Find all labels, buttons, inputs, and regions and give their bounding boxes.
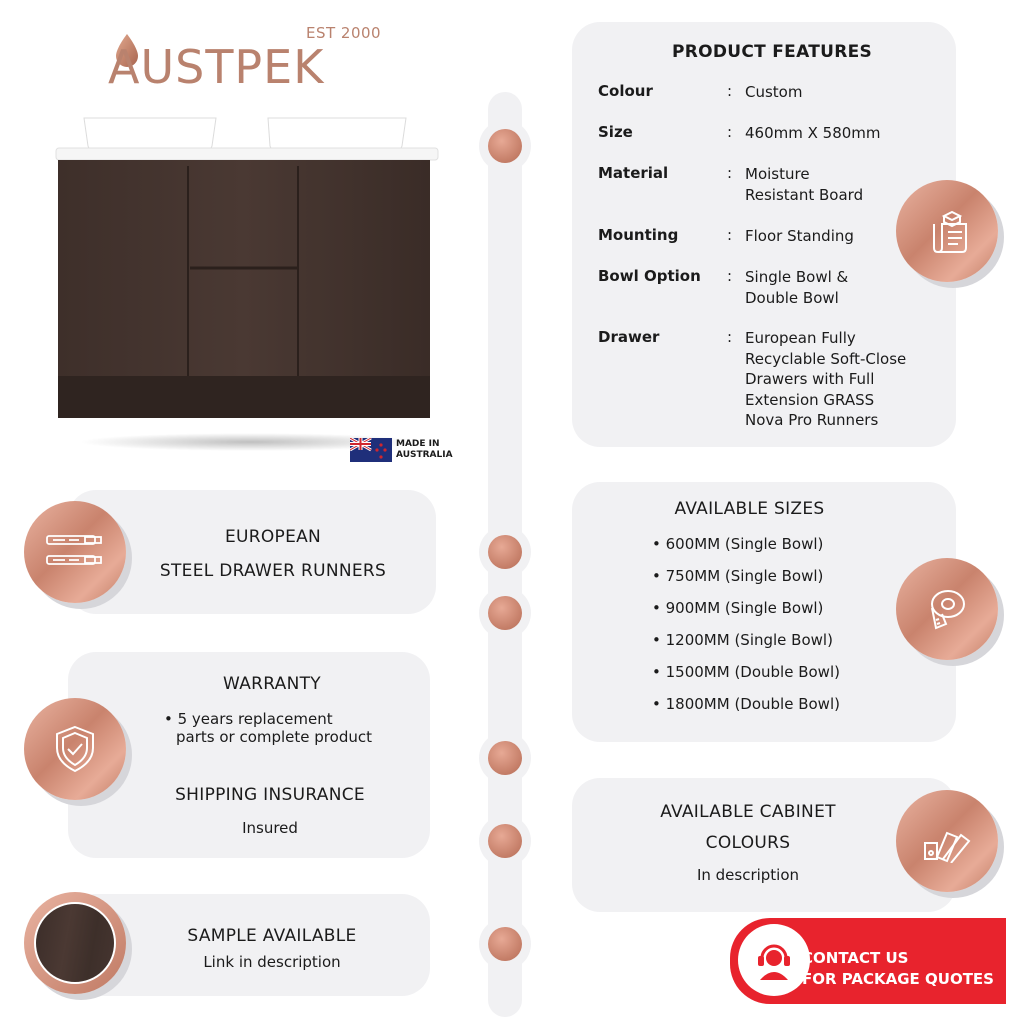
contact-line1[interactable]: CONTACT US [802, 949, 909, 967]
contact-banner[interactable] [730, 918, 1006, 1004]
warranty-line1: • 5 years replacement [164, 710, 333, 728]
sizes-bubble [896, 558, 998, 660]
size-item: • 600MM (Single Bowl) [652, 535, 824, 553]
made-in-badge [350, 438, 460, 464]
feature-value: European Fully Recyclable Soft-Close Drawers with Full Extension GRASS Nova Pro Runners [745, 329, 907, 429]
features-title: PRODUCT FEATURES [671, 42, 873, 62]
contact-icon-circle [738, 924, 810, 996]
size-item: • 900MM (Single Bowl) [652, 599, 824, 617]
size-item: • 1800MM (Double Bowl) [652, 695, 840, 713]
feature-colon: : [727, 123, 733, 141]
timeline-dot [488, 129, 522, 163]
warranty-line2: parts or complete product [176, 728, 372, 746]
size-item: • 1500MM (Double Bowl) [652, 663, 840, 681]
runners-line1: EUROPEAN [224, 527, 322, 547]
feature-colon: : [727, 164, 733, 182]
made-in-line2: AUSTRALIA [396, 450, 453, 460]
size-item: • 750MM (Single Bowl) [652, 567, 824, 585]
features-bubble [896, 180, 998, 282]
brand-name: AUSTPEK [108, 40, 325, 94]
sample-value: Link in description [203, 953, 341, 971]
feature-colon: : [727, 82, 733, 100]
colours-value: In description [696, 866, 800, 884]
timeline-dot [488, 535, 522, 569]
headset-icon [752, 938, 796, 982]
feature-value: Single Bowl & Double Bowl [745, 268, 849, 307]
sample-swatch [24, 892, 126, 994]
colours-bubble [896, 790, 998, 892]
timeline-dot [488, 824, 522, 858]
feature-value: Moisture Resistant Board [745, 165, 864, 204]
shield-check-icon [51, 724, 99, 774]
colours-line2: COLOURS [705, 833, 791, 853]
drawer-runner-icon [45, 532, 105, 572]
vanity-product-image [50, 108, 450, 458]
colours-line1: AVAILABLE CABINET [660, 802, 836, 822]
feature-value: Floor Standing [745, 227, 854, 245]
feature-value: 460mm X 580mm [745, 124, 881, 142]
feature-label: Size [598, 123, 633, 141]
made-in-line1: MADE IN [396, 439, 440, 449]
feature-colon: : [727, 267, 733, 285]
warranty-title: WARRANTY [223, 674, 321, 694]
document-box-icon [922, 206, 972, 256]
runners-bubble [24, 501, 126, 603]
feature-colon: : [727, 226, 733, 244]
timeline-dot [488, 596, 522, 630]
timeline-dot [488, 927, 522, 961]
feature-label: Colour [598, 82, 653, 100]
feature-value: Custom [745, 83, 803, 101]
shipping-value: Insured [242, 819, 298, 837]
feature-colon: : [727, 328, 733, 346]
wood-sample-image [34, 902, 116, 984]
shipping-title: SHIPPING INSURANCE [175, 785, 365, 805]
warranty-bubble [24, 698, 126, 800]
feature-label: Material [598, 164, 669, 182]
size-item: • 1200MM (Single Bowl) [652, 631, 833, 649]
brand-est: EST 2000 [306, 24, 382, 42]
colour-swatch-icon [921, 819, 973, 863]
contact-line2[interactable]: FOR PACKAGE QUOTES [802, 970, 994, 988]
feature-label: Bowl Option [598, 267, 701, 285]
measuring-tape-icon [922, 584, 972, 634]
sizes-title: AVAILABLE SIZES [674, 499, 825, 519]
timeline-dot [488, 741, 522, 775]
flag-icon [350, 438, 392, 462]
runners-line2: STEEL DRAWER RUNNERS [159, 561, 387, 581]
feature-label: Mounting [598, 226, 679, 244]
brand-logo [108, 18, 398, 98]
feature-label: Drawer [598, 328, 660, 346]
sample-title: SAMPLE AVAILABLE [187, 926, 357, 946]
